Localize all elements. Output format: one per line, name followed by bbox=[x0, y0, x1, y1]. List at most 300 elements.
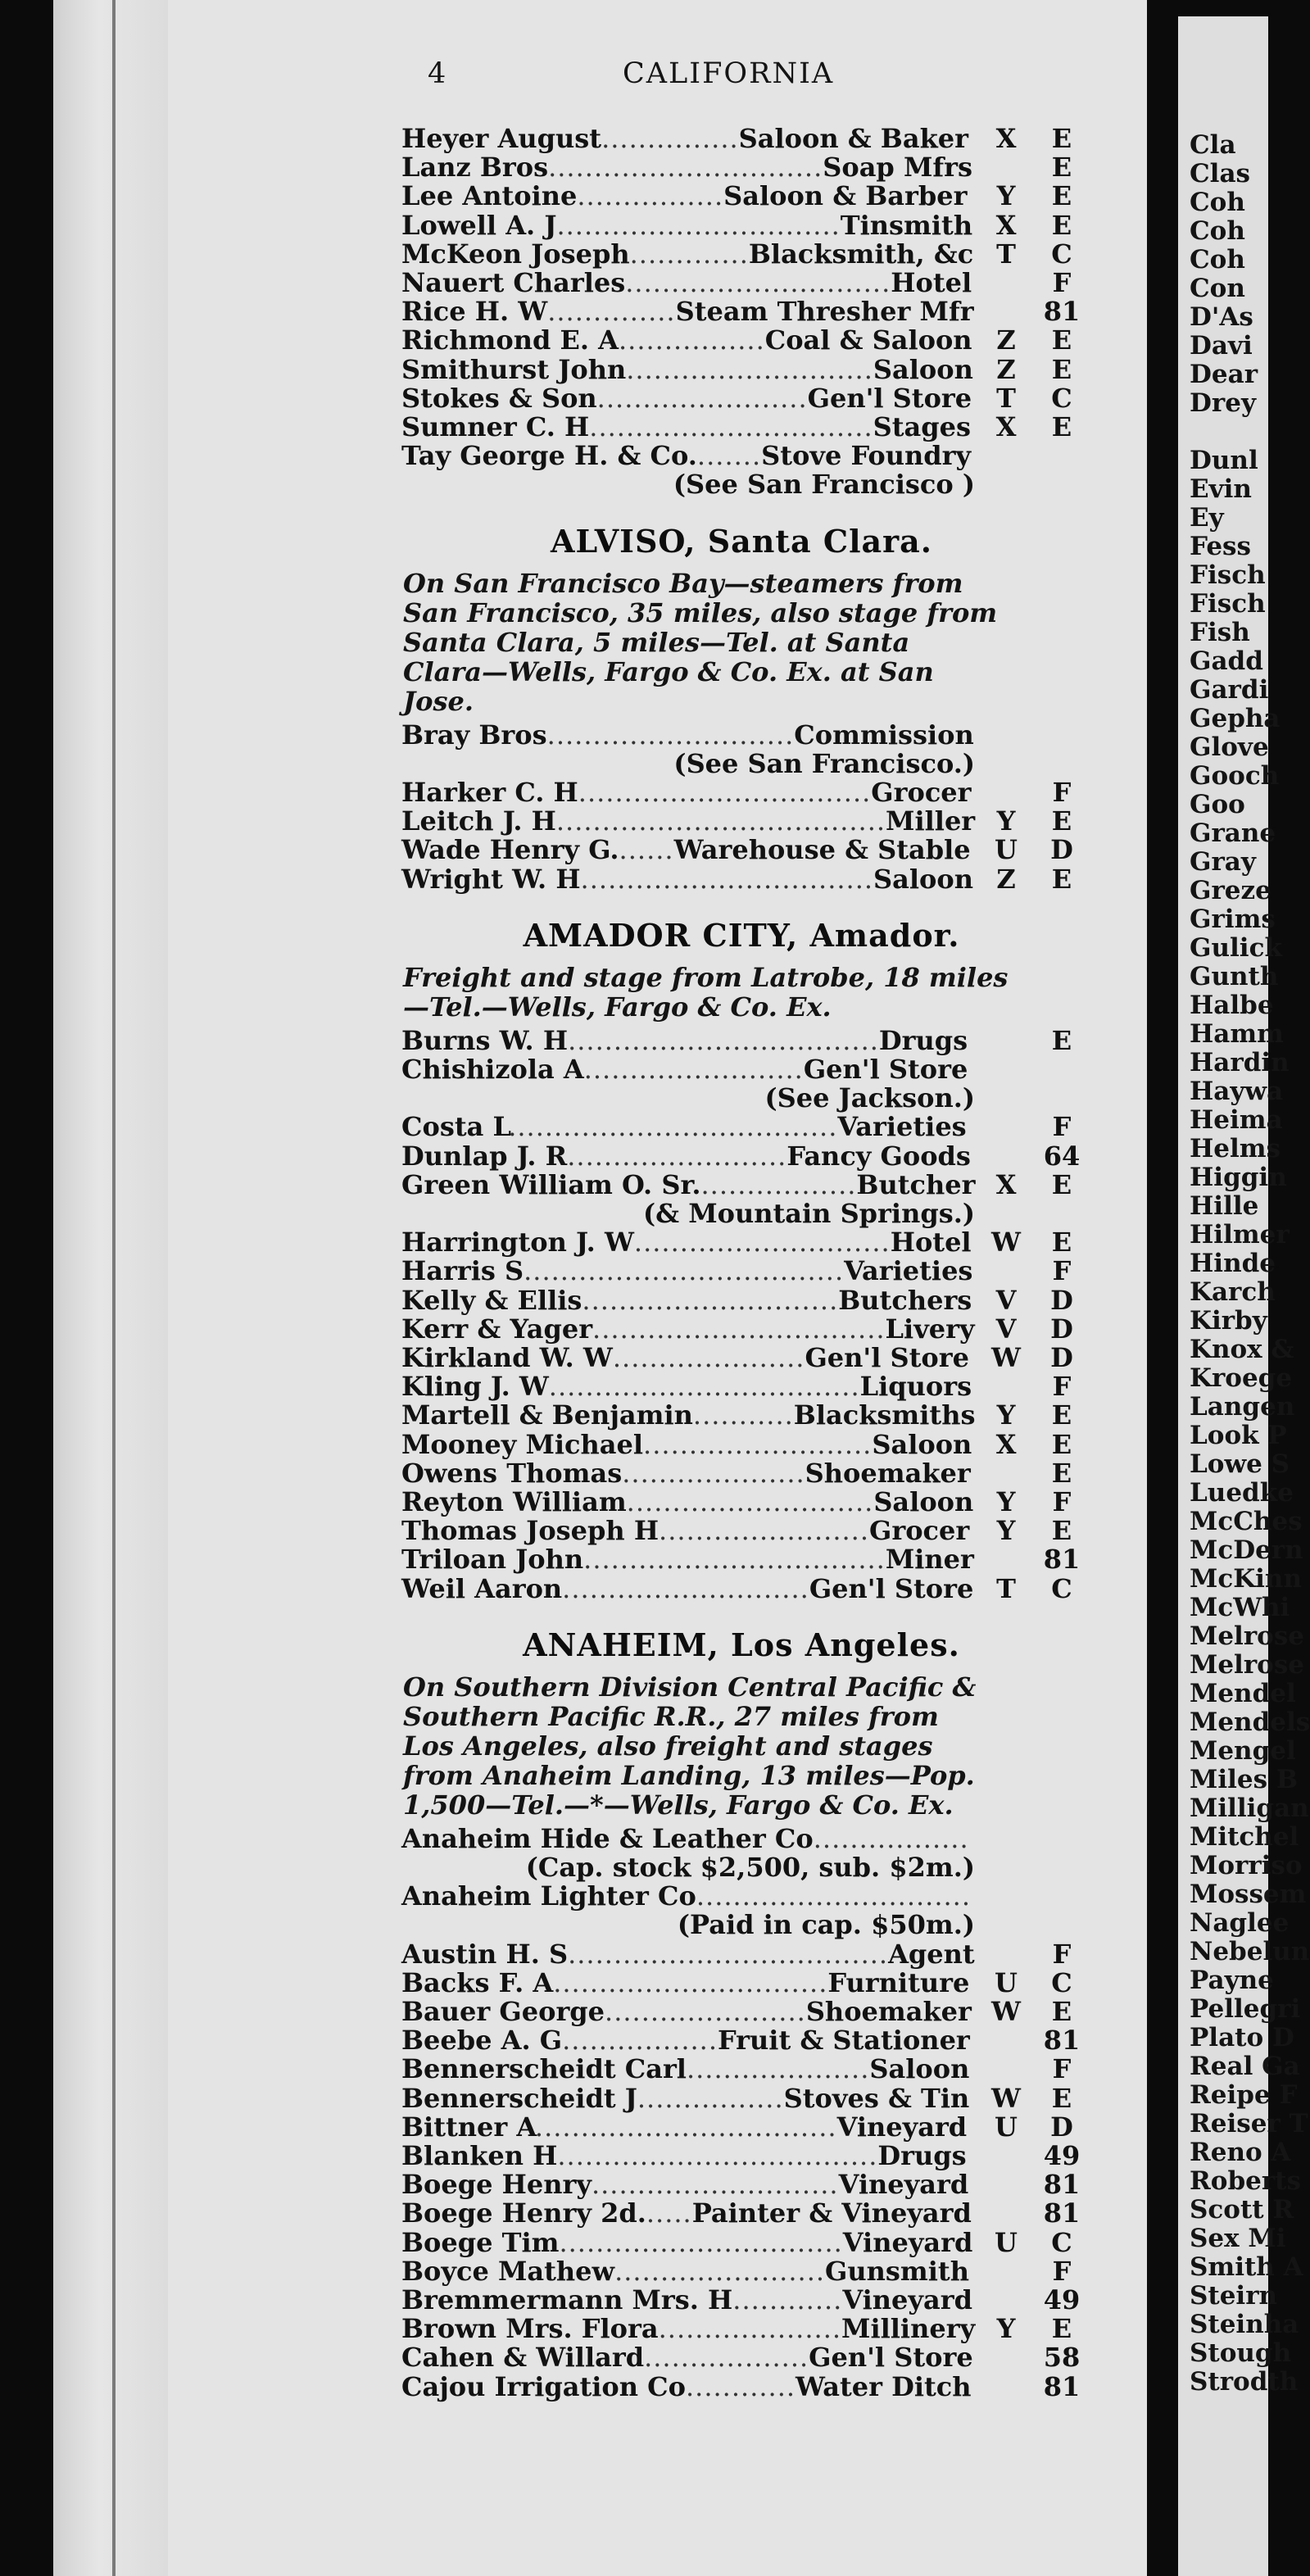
entry-credit: E bbox=[1051, 1515, 1072, 1547]
entry-name: Kelly & Ellis bbox=[401, 1284, 582, 1316]
entry-name: Lanz Bros bbox=[401, 152, 549, 184]
leader-dots: .............. bbox=[547, 296, 676, 328]
entry-rating: Y bbox=[996, 805, 1016, 837]
leader-dots: ............. bbox=[629, 238, 749, 270]
entry-credit: C bbox=[1051, 2226, 1072, 2258]
facing-column-name: Melrose bbox=[1190, 1650, 1304, 1680]
directory-entry bbox=[401, 182, 1081, 211]
leader-dots: ........... bbox=[692, 1399, 794, 1431]
entry-credit: F bbox=[1052, 777, 1072, 808]
leader-dots: ......................... bbox=[643, 1428, 873, 1460]
facing-column-name: Stough bbox=[1190, 2338, 1292, 2368]
facing-column-name: Coh bbox=[1190, 245, 1245, 274]
leader-dots: ...................... bbox=[605, 1996, 806, 2027]
facing-column-name: Sex Mi bbox=[1190, 2224, 1286, 2253]
entry-credit: E bbox=[1051, 1024, 1072, 1056]
entry-text bbox=[401, 2286, 975, 2315]
entry-rating: U bbox=[995, 2111, 1018, 2143]
directory-entry bbox=[401, 1315, 1081, 1344]
entry-business: Saloon & Baker bbox=[738, 123, 968, 154]
section-heading: ALVISO, Santa Clara. bbox=[551, 522, 932, 560]
entry-business: Livery bbox=[885, 1313, 975, 1345]
facing-column-name: Mossem bbox=[1190, 1880, 1307, 1909]
entry-text bbox=[401, 2199, 975, 2228]
facing-column-name: Cla bbox=[1190, 130, 1236, 160]
entry-business: Gunsmith bbox=[825, 2255, 969, 2287]
facing-column-name: Steinha bbox=[1190, 2310, 1299, 2339]
entry-name: Chishizola A bbox=[401, 1054, 584, 1085]
leader-dots: ................................... bbox=[524, 1255, 845, 1287]
entry-credit: C bbox=[1051, 382, 1072, 414]
facing-column-name: Reipe F bbox=[1190, 2080, 1298, 2110]
entry-name: Green William O. Sr. bbox=[401, 1168, 701, 1200]
leader-dots: ........................ bbox=[583, 1054, 804, 1085]
leader-dots: ................................. bbox=[583, 1544, 886, 1576]
entry-name: Smithurst John bbox=[401, 353, 627, 385]
facing-column-name: Payne bbox=[1190, 1966, 1274, 1995]
entry-rating: T bbox=[996, 382, 1016, 414]
entry-credit: D bbox=[1050, 1342, 1073, 1373]
entry-note: (& Mountain Springs.) bbox=[643, 1198, 975, 1229]
entry-credit: 49 bbox=[1043, 2140, 1081, 2171]
directory-entry bbox=[401, 2170, 1081, 2199]
directory-entry bbox=[401, 1998, 1081, 2026]
entry-rating: X bbox=[995, 1428, 1017, 1460]
facing-column-name: Nebelun bbox=[1190, 1937, 1310, 1966]
entry-rating: X bbox=[995, 123, 1017, 154]
facing-column-name: Glove bbox=[1190, 732, 1269, 762]
directory-entry bbox=[401, 1142, 1081, 1171]
entry-name: Tay George H. & Co. bbox=[401, 440, 697, 472]
entry-credit: 81 bbox=[1043, 2025, 1081, 2057]
entry-business: Saloon bbox=[872, 1428, 972, 1460]
facing-column-name: Karch bbox=[1190, 1277, 1276, 1307]
facing-column-name: Con bbox=[1190, 274, 1245, 303]
entry-text bbox=[401, 182, 975, 211]
facing-column-name: Milligan bbox=[1190, 1794, 1309, 1823]
entry-text bbox=[401, 2226, 975, 2258]
entry-business: Miner bbox=[885, 1544, 974, 1576]
entry-rating: Y bbox=[996, 2313, 1016, 2345]
entry-name: Anaheim Lighter Co bbox=[401, 1880, 696, 1912]
page-crease bbox=[112, 0, 116, 2576]
entry-rating: Z bbox=[996, 353, 1016, 385]
entry-credit: E bbox=[1051, 180, 1072, 212]
entry-rating: U bbox=[995, 2226, 1018, 2258]
facing-column-name: McDern bbox=[1190, 1535, 1303, 1565]
entry-text bbox=[401, 2113, 975, 2142]
facing-column-name: Knox & bbox=[1190, 1335, 1294, 1364]
entry-business: Commission bbox=[794, 719, 974, 751]
entry-business: Gen'l Store bbox=[809, 2342, 973, 2374]
entry-credit: E bbox=[1051, 324, 1072, 356]
facing-column-name: Greze bbox=[1190, 876, 1271, 905]
entry-business: Vineyard bbox=[838, 2169, 969, 2201]
entry-name: Bennerscheidt Carl bbox=[401, 2053, 687, 2085]
facing-column-name: Gepha bbox=[1190, 704, 1281, 733]
entry-credit: E bbox=[1051, 805, 1072, 837]
entry-rating: V bbox=[995, 1284, 1017, 1316]
entry-business: Painter & Vineyard bbox=[691, 2197, 972, 2229]
facing-column-name: Drey bbox=[1190, 388, 1256, 418]
entry-text bbox=[401, 1998, 975, 2026]
entry-credit: C bbox=[1051, 238, 1072, 270]
leader-dots: ..... bbox=[646, 2197, 692, 2229]
entry-text bbox=[401, 384, 975, 413]
entry-text bbox=[401, 269, 975, 297]
entry-business: Coal & Saloon bbox=[764, 324, 972, 356]
facing-column-name: Helms bbox=[1190, 1134, 1281, 1163]
entry-text bbox=[401, 1517, 975, 1545]
directory-entry bbox=[401, 1344, 1081, 1372]
directory-entry bbox=[401, 1572, 1081, 1604]
facing-column-name: Kirby bbox=[1190, 1306, 1267, 1336]
entry-text bbox=[401, 1113, 975, 1141]
facing-column-name: Langen bbox=[1190, 1392, 1295, 1422]
facing-column-name: Mitchel bbox=[1190, 1822, 1299, 1852]
directory-entry bbox=[401, 1940, 1081, 1969]
facing-column-name: Halbe bbox=[1190, 991, 1274, 1020]
directory-entry bbox=[401, 326, 1081, 355]
leader-dots: .................................... bbox=[508, 1111, 838, 1143]
entry-credit: F bbox=[1052, 2255, 1072, 2287]
facing-column-name: Hille bbox=[1190, 1191, 1259, 1221]
entry-business: Vineyard bbox=[836, 2111, 968, 2143]
entry-credit: 64 bbox=[1043, 1140, 1081, 1172]
entry-credit: E bbox=[1051, 152, 1072, 184]
entry-credit: E bbox=[1051, 1227, 1072, 1259]
entry-credit: F bbox=[1052, 2053, 1072, 2085]
entry-credit: 81 bbox=[1043, 296, 1081, 328]
entry-credit: E bbox=[1051, 1168, 1072, 1200]
description-line: Freight and stage from Latrobe, 18 miles bbox=[403, 961, 1009, 993]
facing-column-name: Reno A bbox=[1190, 2138, 1291, 2167]
entry-text bbox=[401, 2315, 975, 2343]
facing-column-name: Hilmer bbox=[1190, 1220, 1290, 1249]
entry-name: Kling J. W bbox=[401, 1371, 549, 1403]
entry-business: Liquors bbox=[859, 1371, 972, 1403]
entry-credit: E bbox=[1051, 2313, 1072, 2345]
entry-text bbox=[401, 211, 975, 240]
entry-name: Burns W. H bbox=[401, 1024, 569, 1056]
entry-text bbox=[401, 2084, 975, 2113]
entry-business: Steam Thresher Mfr bbox=[675, 296, 974, 328]
entry-text bbox=[401, 1142, 975, 1171]
facing-column-name: Hinde bbox=[1190, 1249, 1276, 1278]
section-heading: AMADOR CITY, Amador. bbox=[523, 916, 960, 954]
entry-business: Varieties bbox=[837, 1111, 967, 1143]
entry-rating: Y bbox=[996, 180, 1016, 212]
facing-column-name: McChes bbox=[1190, 1507, 1303, 1536]
entry-text bbox=[401, 353, 975, 385]
entry-business: Varieties bbox=[844, 1255, 973, 1287]
directory-entry bbox=[401, 2343, 1081, 2372]
leader-dots: .................................... bbox=[555, 805, 886, 837]
directory-entry bbox=[401, 2257, 1081, 2286]
entry-name: Harrington J. W bbox=[401, 1227, 634, 1259]
entry-business: Vineyard bbox=[842, 2226, 973, 2258]
entry-credit: D bbox=[1050, 1284, 1073, 1316]
entry-name: Leitch J. H bbox=[401, 805, 556, 837]
directory-entry bbox=[401, 1113, 1081, 1141]
entry-business: Gen'l Store bbox=[805, 1342, 969, 1373]
entry-business: Saloon & Barber bbox=[723, 180, 968, 212]
facing-column-name: Plato D bbox=[1190, 2023, 1294, 2052]
leader-dots: .............................. bbox=[696, 1880, 972, 1912]
entry-name: Owens Thomas bbox=[401, 1457, 623, 1489]
entry-business: Blacksmith, &c bbox=[748, 238, 974, 270]
entry-credit: E bbox=[1051, 1428, 1072, 1460]
leader-dots: ................. bbox=[813, 1822, 969, 1854]
facing-column-name: McKinn bbox=[1190, 1564, 1302, 1594]
entry-rating: W bbox=[991, 1342, 1021, 1373]
directory-entry bbox=[401, 2026, 1081, 2055]
entry-business: Vineyard bbox=[842, 2284, 972, 2315]
entry-business: Stages bbox=[873, 411, 971, 442]
description-line: from Anaheim Landing, 13 miles—Pop. bbox=[403, 1759, 975, 1791]
entry-name: Trilоan John bbox=[401, 1544, 584, 1576]
entry-text bbox=[401, 2026, 975, 2055]
facing-column-name: Strodth bbox=[1190, 2367, 1299, 2397]
facing-column-name: Gadd bbox=[1190, 646, 1263, 676]
leader-dots: .................................. bbox=[568, 1024, 879, 1056]
directory-entry bbox=[401, 211, 1081, 240]
entry-text bbox=[401, 1315, 975, 1344]
leader-dots: ............................. bbox=[625, 267, 891, 298]
facing-column-name: Clas bbox=[1190, 159, 1250, 188]
entry-text bbox=[401, 1966, 975, 1998]
facing-column-name: Grims bbox=[1190, 905, 1276, 934]
entry-credit: C bbox=[1051, 1966, 1072, 1998]
directory-entry bbox=[401, 1428, 1081, 1460]
entry-name: Mooney Michael bbox=[401, 1428, 644, 1460]
entry-business: Gen'l Store bbox=[809, 1572, 974, 1604]
entry-business: Drugs bbox=[877, 2140, 967, 2171]
facing-column-name: Naglee bbox=[1190, 1908, 1290, 1938]
directory-entry bbox=[401, 413, 1081, 442]
entry-name: Harris S bbox=[401, 1255, 524, 1287]
entry-rating: Z bbox=[996, 324, 1016, 356]
leader-dots: ....................... bbox=[659, 1515, 869, 1547]
entry-text bbox=[401, 1545, 975, 1574]
facing-column-name: Goo bbox=[1190, 790, 1245, 819]
directory-entry bbox=[401, 297, 1081, 326]
facing-column-name: Gray bbox=[1190, 847, 1256, 877]
entry-rating: Y bbox=[996, 1486, 1016, 1517]
entry-text bbox=[401, 1228, 975, 1257]
entry-credit: 49 bbox=[1043, 2284, 1081, 2315]
entry-name: Bennerscheidt J bbox=[401, 2082, 637, 2114]
directory-entry bbox=[401, 125, 1081, 153]
facing-column-name: Heima bbox=[1190, 1105, 1283, 1135]
entry-business: Millinery bbox=[841, 2313, 976, 2345]
entry-credit: 58 bbox=[1043, 2342, 1081, 2374]
entry-name: Kerr & Yager bbox=[401, 1313, 593, 1345]
leader-dots: ............................ bbox=[582, 1284, 839, 1316]
entry-credit: F bbox=[1052, 1371, 1072, 1403]
entry-text bbox=[401, 1572, 975, 1604]
entry-credit: 81 bbox=[1043, 2197, 1081, 2229]
directory-entry bbox=[401, 721, 1081, 750]
section-heading: ANAHEIM, Los Angeles. bbox=[523, 1626, 960, 1663]
leader-dots: ............ bbox=[732, 2284, 843, 2315]
leader-dots: .................... bbox=[686, 2053, 870, 2085]
entry-text bbox=[401, 2370, 975, 2402]
directory-entry bbox=[401, 269, 1081, 297]
entry-text bbox=[401, 297, 975, 326]
leader-dots: ........................... bbox=[562, 1572, 809, 1604]
facing-column-name: Coh bbox=[1190, 188, 1245, 217]
entry-credit: C bbox=[1051, 1572, 1072, 1604]
leader-dots: ............................... bbox=[589, 411, 873, 442]
entry-business: Hotel bbox=[890, 1227, 972, 1259]
directory-entry bbox=[401, 1545, 1081, 1574]
entry-text bbox=[401, 2257, 975, 2286]
facing-column-name: Kroege bbox=[1190, 1363, 1293, 1393]
entry-credit: F bbox=[1052, 1255, 1072, 1287]
description-line: On San Francisco Bay—steamers from bbox=[403, 567, 963, 599]
directory-entry bbox=[401, 1257, 1081, 1286]
description-line: Clara—Wells, Fargo & Co. Ex. at San bbox=[403, 655, 934, 687]
entry-text bbox=[401, 1401, 975, 1430]
directory-entry bbox=[401, 1882, 1081, 1911]
entry-credit: E bbox=[1051, 863, 1072, 895]
entry-business: Soap Mfrs bbox=[823, 152, 972, 184]
entry-business: Hotel bbox=[891, 267, 972, 298]
facing-column-name: Pellegri bbox=[1190, 1994, 1301, 2024]
entry-name: Costa L bbox=[401, 1111, 509, 1143]
entry-rating: U bbox=[995, 1966, 1018, 1998]
entry-credit: F bbox=[1052, 1486, 1072, 1517]
entry-note: (See San Francisco ) bbox=[673, 469, 975, 501]
leader-dots: ................ bbox=[618, 324, 765, 356]
directory-entry bbox=[401, 442, 1081, 470]
entry-note: (Cap. stock $2,500, sub. $2m.) bbox=[525, 1852, 975, 1883]
directory-entry bbox=[401, 2286, 1081, 2315]
entry-business: Saloon bbox=[873, 1486, 974, 1517]
entry-rating: X bbox=[995, 1168, 1017, 1200]
entry-note-row bbox=[401, 1911, 1081, 1939]
directory-entry bbox=[401, 836, 1081, 864]
leader-dots: .................... bbox=[622, 1457, 805, 1489]
entry-name: Bremmermann Mrs. H bbox=[401, 2284, 733, 2315]
entry-note-row bbox=[401, 470, 1081, 499]
leader-dots: ....................... bbox=[614, 2255, 826, 2287]
entry-text bbox=[401, 1822, 975, 1854]
leader-dots: ...... bbox=[619, 834, 674, 866]
entry-text bbox=[401, 240, 975, 269]
entry-name: Thomas Joseph H bbox=[401, 1515, 660, 1547]
facing-column-name bbox=[1178, 418, 1268, 447]
entry-credit: E bbox=[1051, 1996, 1072, 2027]
facing-column-name: Fisch bbox=[1190, 560, 1266, 590]
facing-column-name: Gardi bbox=[1190, 675, 1269, 705]
leader-dots: ................................ bbox=[580, 863, 874, 895]
directory-entry bbox=[401, 865, 1081, 894]
entry-text bbox=[401, 778, 975, 807]
facing-column-name: Gooch bbox=[1190, 761, 1280, 791]
entry-name: Rice H. W bbox=[401, 296, 548, 328]
entry-credit: D bbox=[1050, 2111, 1073, 2143]
directory-entry bbox=[401, 1822, 1081, 1854]
entry-credit: F bbox=[1052, 267, 1072, 298]
directory-entry bbox=[401, 153, 1081, 182]
entry-name: Lee Antoine bbox=[401, 180, 578, 212]
entry-name: Anaheim Hide & Leather Co bbox=[401, 1822, 814, 1854]
entry-business: Saloon bbox=[869, 2053, 970, 2085]
entry-name: Wade Henry G. bbox=[401, 834, 619, 866]
facing-column-name: Real Ga bbox=[1190, 2052, 1300, 2081]
leader-dots: ........................... bbox=[626, 353, 873, 385]
entry-name: Austin H. S bbox=[401, 1938, 569, 1970]
entry-text bbox=[401, 125, 975, 153]
entry-text bbox=[401, 413, 975, 442]
facing-column-name: Evin bbox=[1190, 474, 1252, 504]
facing-column-name: Lowe S bbox=[1190, 1449, 1290, 1479]
facing-column-name: Scott R bbox=[1190, 2195, 1294, 2225]
entry-name: Backs F. A bbox=[401, 1966, 554, 1998]
entry-text bbox=[401, 836, 975, 864]
entry-credit: D bbox=[1050, 834, 1073, 866]
facing-column-name: Davi bbox=[1190, 331, 1253, 361]
directory-entry bbox=[401, 1517, 1081, 1545]
entry-credit: E bbox=[1051, 1399, 1072, 1431]
leader-dots: ........................... bbox=[626, 1486, 874, 1517]
entry-text bbox=[401, 721, 975, 750]
facing-column-name: Morriso bbox=[1190, 1851, 1303, 1880]
entry-text bbox=[401, 1882, 975, 1911]
entry-rating: Y bbox=[996, 1515, 1016, 1547]
facing-column-name: Mendel bbox=[1190, 1679, 1296, 1708]
facing-column-name: Fisch bbox=[1190, 589, 1266, 619]
facing-column-name: Hamm bbox=[1190, 1019, 1284, 1049]
entry-credit: 81 bbox=[1043, 2370, 1081, 2402]
directory-entry bbox=[401, 2226, 1081, 2258]
entry-business: Fruit & Stationer bbox=[718, 2025, 970, 2057]
entry-rating: T bbox=[996, 238, 1016, 270]
entry-business: Saloon bbox=[873, 863, 973, 895]
leader-dots: ................................ bbox=[578, 777, 872, 808]
entry-rating: W bbox=[991, 1996, 1021, 2027]
entry-name: Nauert Charles bbox=[401, 267, 626, 298]
entry-rating: U bbox=[995, 834, 1018, 866]
directory-entry bbox=[401, 1024, 1081, 1056]
facing-column-name: Mendels bbox=[1190, 1708, 1310, 1737]
directory-entry bbox=[401, 1286, 1081, 1315]
entry-business: Stoves & Tin bbox=[783, 2082, 970, 2114]
entry-name: Harker C. H bbox=[401, 777, 578, 808]
facing-column-name: Steirn bbox=[1190, 2281, 1278, 2311]
facing-column-name: Mengel bbox=[1190, 1736, 1296, 1766]
entry-name: Reyton William bbox=[401, 1486, 627, 1517]
description-line: Santa Clara, 5 miles—Tel. at Santa bbox=[403, 626, 910, 658]
facing-column-name: Haywa bbox=[1190, 1077, 1284, 1106]
entry-name: Boege Tim bbox=[401, 2226, 560, 2258]
leader-dots: ................ bbox=[577, 180, 724, 212]
facing-column-name: Dunl bbox=[1190, 446, 1258, 475]
entry-note: (See San Francisco.) bbox=[673, 747, 975, 779]
directory-entry bbox=[401, 2055, 1081, 2084]
entry-business: Butchers bbox=[838, 1284, 972, 1316]
directory-entry bbox=[401, 2084, 1081, 2113]
entry-credit: E bbox=[1051, 209, 1072, 241]
directory-entry bbox=[401, 2142, 1081, 2170]
entry-text bbox=[401, 2142, 975, 2170]
facing-column-name: Dear bbox=[1190, 360, 1258, 389]
entry-business: Grocer bbox=[869, 1515, 970, 1547]
description-line: San Francisco, 35 miles, also stage from bbox=[403, 596, 998, 628]
facing-column-name: Melrose bbox=[1190, 1621, 1304, 1651]
